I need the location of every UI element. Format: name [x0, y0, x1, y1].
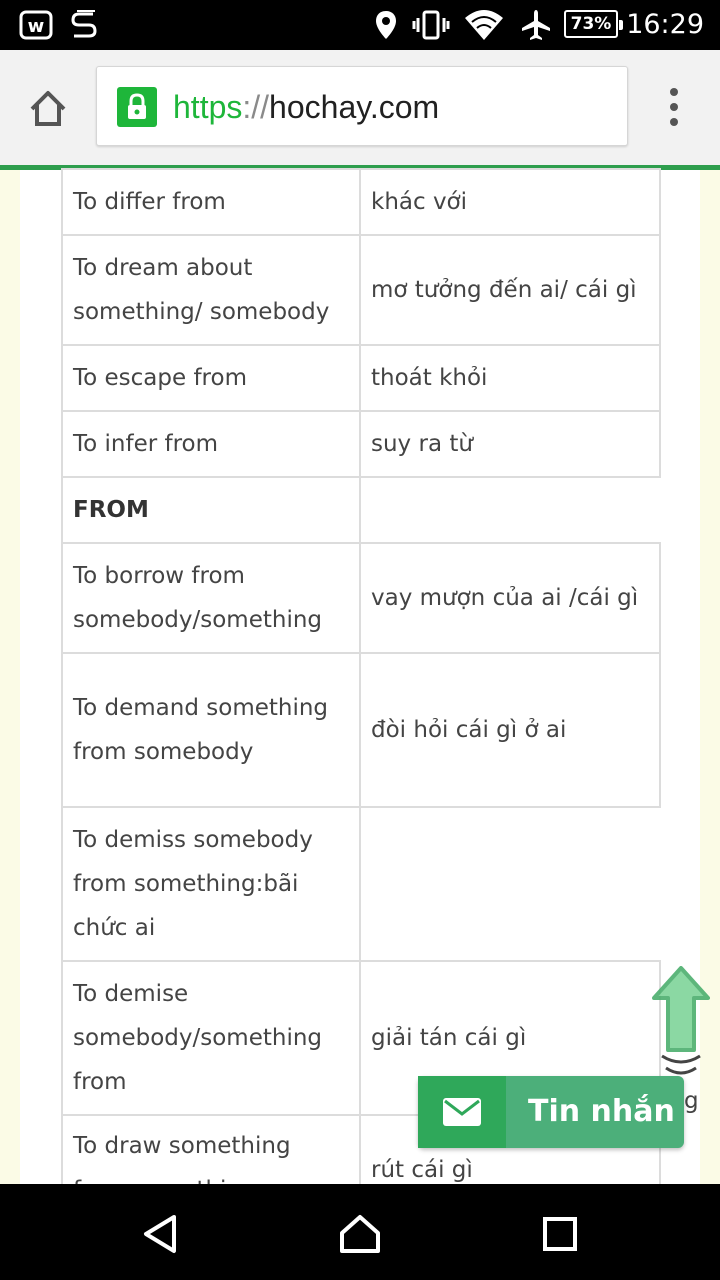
table-row	[62, 477, 660, 543]
table-cell-en: To borrow from somebody/something	[62, 543, 360, 653]
vibrate-icon	[412, 0, 450, 50]
battery-icon: 73%	[564, 10, 618, 38]
app-s-icon	[68, 0, 100, 50]
menu-dot-icon	[670, 88, 678, 96]
table-cell-vi: mơ tưởng đến ai/ cái gì	[360, 235, 660, 345]
mail-icon	[418, 1076, 506, 1148]
url-separator: ://	[242, 89, 270, 125]
web-page[interactable]	[0, 170, 720, 1184]
location-icon	[372, 0, 400, 50]
table-row	[62, 345, 660, 411]
table-cell-vi	[360, 477, 660, 543]
recents-icon	[542, 1216, 578, 1252]
url-host: hochay.com	[269, 89, 440, 125]
table-cell-vi: giải tán cái gì	[360, 961, 660, 1115]
wifi-icon	[462, 0, 506, 50]
app-w-icon	[18, 0, 54, 50]
table-cell-en: To differ from	[62, 169, 360, 235]
table-section-header: FROM	[62, 477, 360, 543]
home-icon	[28, 89, 68, 127]
table-cell-vi: suy ra từ	[360, 411, 660, 477]
table-row	[62, 543, 660, 653]
scroll-to-top-button[interactable]	[650, 964, 712, 1084]
table-row	[62, 235, 660, 345]
table-cell-en: To demise somebody/something from	[62, 961, 360, 1115]
table-cell-en: To escape from	[62, 345, 360, 411]
overflow-menu-button[interactable]	[656, 84, 692, 130]
address-bar[interactable]	[96, 66, 628, 146]
clock: 16:29	[626, 9, 704, 40]
back-icon	[140, 1213, 180, 1255]
table-cell-en: To demiss somebody from something:bãi chức ai	[62, 807, 360, 961]
arrow-up-icon	[650, 964, 712, 1084]
table-cell-vi: rút cái gì	[360, 1115, 660, 1225]
table-cell-vi: khác với	[360, 169, 660, 235]
menu-dot-icon	[670, 103, 678, 111]
message-button-label: Tin nhắn	[528, 1094, 675, 1129]
airplane-icon	[518, 0, 554, 50]
table-row	[62, 807, 660, 961]
table-cell-en: To draw something	[62, 1115, 360, 1225]
home-nav-button[interactable]	[330, 1204, 390, 1264]
home-nav-icon	[338, 1213, 382, 1255]
svg-text:w: w	[27, 16, 45, 37]
message-button[interactable]	[418, 1076, 684, 1148]
table-cell-en: To demand something from somebody	[62, 653, 360, 807]
navigation-bar	[0, 1184, 720, 1280]
table-cell-vi: vay mượn của ai /cái gì	[360, 543, 660, 653]
menu-dot-icon	[670, 118, 678, 126]
table-cell-vi	[360, 807, 660, 961]
overflow-text-fragment: g	[684, 1088, 699, 1114]
home-button[interactable]	[22, 82, 74, 134]
table-cell-en: To infer from	[62, 411, 360, 477]
table-cell-en: To dream about something/ somebody	[62, 235, 360, 345]
table-row	[62, 411, 660, 477]
url-scheme: https	[173, 89, 243, 125]
table-cell-vi: thoát khỏi	[360, 345, 660, 411]
table-row	[62, 653, 660, 807]
browser-toolbar	[0, 50, 720, 165]
recents-button[interactable]	[530, 1204, 590, 1264]
status-bar	[0, 0, 720, 50]
url-text[interactable]	[173, 67, 439, 147]
vocabulary-table	[61, 168, 661, 1226]
table-cell-vi: đòi hỏi cái gì ở ai	[360, 653, 660, 807]
back-button[interactable]	[130, 1204, 190, 1264]
lock-icon[interactable]	[117, 87, 157, 127]
table-row	[62, 169, 660, 235]
